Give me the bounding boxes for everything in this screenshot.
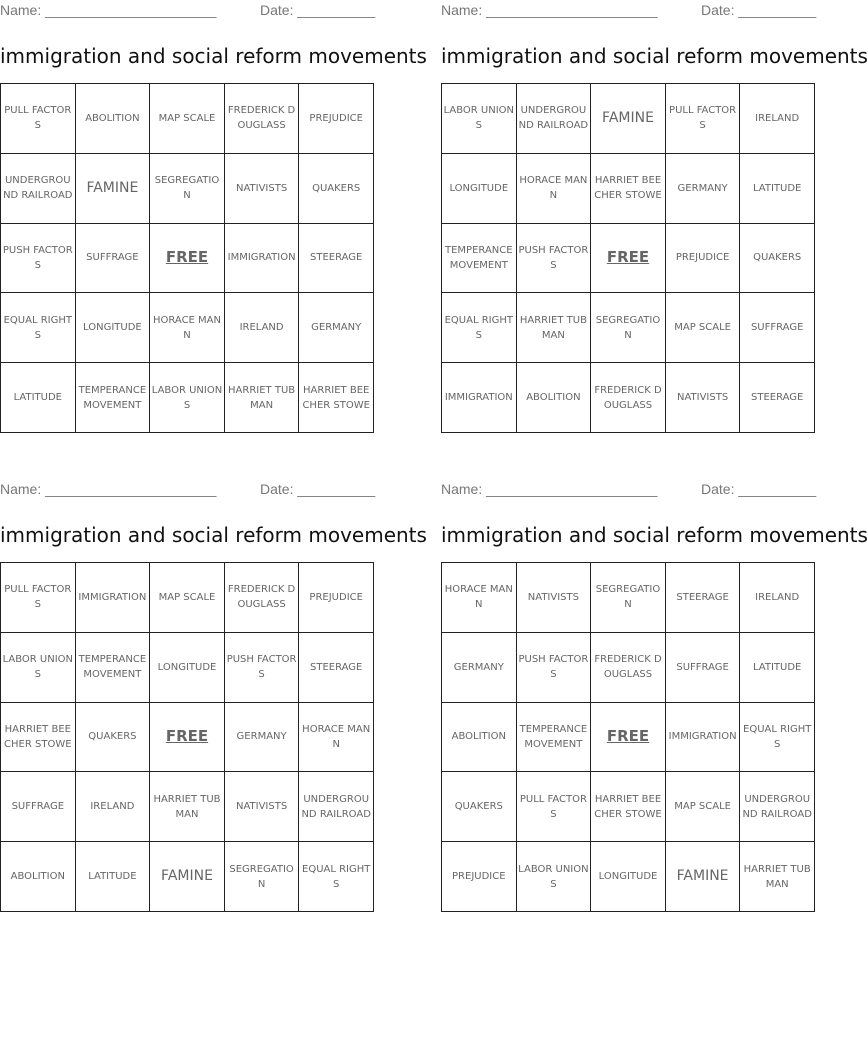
bingo-cell: IRELAND xyxy=(76,772,151,842)
bingo-cell: QUAKERS xyxy=(299,154,374,224)
bingo-cell: LABOR UNIONS xyxy=(150,363,225,433)
bingo-cell: HORACE MANN xyxy=(442,563,517,633)
bingo-cell: GERMANY xyxy=(442,633,517,703)
bingo-cell: LONGITUDE xyxy=(591,842,666,912)
bingo-cell: LATITUDE xyxy=(1,363,76,433)
bingo-cell: SUFFRAGE xyxy=(1,772,76,842)
free-space: FREE xyxy=(150,224,225,294)
bingo-cell: IMMIGRATION xyxy=(76,563,151,633)
card-title: immigration and social reform movements xyxy=(441,44,868,68)
bingo-grid xyxy=(0,83,374,433)
bingo-cell: SUFFRAGE xyxy=(740,293,815,363)
bingo-cell: MAP SCALE xyxy=(150,563,225,633)
date-label: Date: __________ xyxy=(701,2,817,18)
bingo-cell: STEERAGE xyxy=(740,363,815,433)
bingo-cell: IRELAND xyxy=(740,84,815,154)
bingo-cell: LABOR UNIONS xyxy=(1,633,76,703)
bingo-cell: EQUAL RIGHTS xyxy=(442,293,517,363)
bingo-grid xyxy=(441,83,815,433)
bingo-cell: SEGREGATION xyxy=(225,842,300,912)
bingo-cell: SEGREGATION xyxy=(591,293,666,363)
bingo-cell: TEMPERANCE MOVEMENT xyxy=(76,363,151,433)
bingo-cell: SUFFRAGE xyxy=(666,633,741,703)
bingo-cell: NATIVISTS xyxy=(666,363,741,433)
bingo-cell: LONGITUDE xyxy=(150,633,225,703)
bingo-cell: FAMINE xyxy=(666,842,741,912)
bingo-cell: PREJUDICE xyxy=(299,563,374,633)
info-row xyxy=(441,0,816,22)
bingo-cell: TEMPERANCE MOVEMENT xyxy=(442,224,517,294)
date-label: Date: __________ xyxy=(260,481,376,497)
bingo-cell: MAP SCALE xyxy=(666,293,741,363)
bingo-grid xyxy=(0,562,374,912)
bingo-cell: GERMANY xyxy=(666,154,741,224)
bingo-cell: FAMINE xyxy=(76,154,151,224)
card-title: immigration and social reform movements xyxy=(441,523,868,547)
free-space: FREE xyxy=(591,703,666,773)
bingo-cell: HARRIET BEECHER STOWE xyxy=(299,363,374,433)
bingo-cell: SUFFRAGE xyxy=(76,224,151,294)
bingo-cell: IRELAND xyxy=(740,563,815,633)
date-label: Date: __________ xyxy=(701,481,817,497)
bingo-cell: HARRIET BEECHER STOWE xyxy=(1,703,76,773)
bingo-cell: LONGITUDE xyxy=(76,293,151,363)
info-row xyxy=(441,479,816,501)
bingo-cell: UNDERGROUND RAILROAD xyxy=(1,154,76,224)
bingo-card xyxy=(0,0,427,411)
bingo-cell: FREDERICK DOUGLASS xyxy=(225,563,300,633)
bingo-cell: PUSH FACTORS xyxy=(517,224,592,294)
bingo-cell: HORACE MANN xyxy=(517,154,592,224)
bingo-cell: LATITUDE xyxy=(740,154,815,224)
bingo-cell: ABOLITION xyxy=(442,703,517,773)
bingo-cell: TEMPERANCE MOVEMENT xyxy=(76,633,151,703)
bingo-cell: MAP SCALE xyxy=(150,84,225,154)
bingo-cell: STEERAGE xyxy=(299,224,374,294)
bingo-cell: PULL FACTORS xyxy=(1,84,76,154)
bingo-cell: HARRIET TUBMAN xyxy=(740,842,815,912)
info-row xyxy=(0,0,375,22)
bingo-cell: EQUAL RIGHTS xyxy=(1,293,76,363)
info-row xyxy=(0,479,375,501)
bingo-cell: LABOR UNIONS xyxy=(442,84,517,154)
bingo-cell: HORACE MANN xyxy=(299,703,374,773)
bingo-cell: QUAKERS xyxy=(740,224,815,294)
bingo-cell: MAP SCALE xyxy=(666,772,741,842)
bingo-cell: EQUAL RIGHTS xyxy=(299,842,374,912)
bingo-cell: PUSH FACTORS xyxy=(517,633,592,703)
free-space: FREE xyxy=(591,224,666,294)
bingo-cell: NATIVISTS xyxy=(225,154,300,224)
bingo-cell: EQUAL RIGHTS xyxy=(740,703,815,773)
bingo-cell: PREJUDICE xyxy=(666,224,741,294)
bingo-cell: ABOLITION xyxy=(76,84,151,154)
name-label: Name: ______________________ xyxy=(441,2,658,18)
bingo-cell: HARRIET TUBMAN xyxy=(150,772,225,842)
bingo-cell: UNDERGROUND RAILROAD xyxy=(740,772,815,842)
free-space: FREE xyxy=(150,703,225,773)
bingo-cell: PULL FACTORS xyxy=(517,772,592,842)
bingo-cell: HARRIET BEECHER STOWE xyxy=(591,154,666,224)
bingo-cell: GERMANY xyxy=(225,703,300,773)
bingo-cell: UNDERGROUND RAILROAD xyxy=(517,84,592,154)
bingo-cell: PULL FACTORS xyxy=(666,84,741,154)
bingo-cell: SEGREGATION xyxy=(150,154,225,224)
bingo-cell: LATITUDE xyxy=(740,633,815,703)
name-label: Name: ______________________ xyxy=(0,481,217,497)
bingo-cell: IMMIGRATION xyxy=(666,703,741,773)
bingo-cell: QUAKERS xyxy=(76,703,151,773)
bingo-cell: NATIVISTS xyxy=(225,772,300,842)
bingo-cell: TEMPERANCE MOVEMENT xyxy=(517,703,592,773)
card-title: immigration and social reform movements xyxy=(0,44,427,68)
bingo-cell: STEERAGE xyxy=(666,563,741,633)
bingo-cell: LABOR UNIONS xyxy=(517,842,592,912)
date-label: Date: __________ xyxy=(260,2,376,18)
bingo-cell: IMMIGRATION xyxy=(442,363,517,433)
bingo-cell: SEGREGATION xyxy=(591,563,666,633)
bingo-cell: QUAKERS xyxy=(442,772,517,842)
bingo-cell: PREJUDICE xyxy=(299,84,374,154)
bingo-cell: UNDERGROUND RAILROAD xyxy=(299,772,374,842)
bingo-cell: HARRIET TUBMAN xyxy=(225,363,300,433)
bingo-cell: FAMINE xyxy=(591,84,666,154)
bingo-cell: LATITUDE xyxy=(76,842,151,912)
bingo-cell: HORACE MANN xyxy=(150,293,225,363)
name-label: Name: ______________________ xyxy=(441,481,658,497)
bingo-cell: IMMIGRATION xyxy=(225,224,300,294)
bingo-cell: STEERAGE xyxy=(299,633,374,703)
card-title: immigration and social reform movements xyxy=(0,523,427,547)
bingo-cell: PULL FACTORS xyxy=(1,563,76,633)
bingo-cell: HARRIET BEECHER STOWE xyxy=(591,772,666,842)
bingo-card xyxy=(0,479,427,890)
bingo-cell: FAMINE xyxy=(150,842,225,912)
bingo-cell: FREDERICK DOUGLASS xyxy=(591,363,666,433)
bingo-cell: ABOLITION xyxy=(1,842,76,912)
bingo-cell: FREDERICK DOUGLASS xyxy=(591,633,666,703)
bingo-cell: HARRIET TUBMAN xyxy=(517,293,592,363)
bingo-cell: LONGITUDE xyxy=(442,154,517,224)
name-label: Name: ______________________ xyxy=(0,2,217,18)
bingo-cell: IRELAND xyxy=(225,293,300,363)
bingo-card xyxy=(441,0,868,411)
bingo-cell: PUSH FACTORS xyxy=(1,224,76,294)
bingo-cell: ABOLITION xyxy=(517,363,592,433)
bingo-card xyxy=(441,479,868,890)
bingo-cell: FREDERICK DOUGLASS xyxy=(225,84,300,154)
bingo-cell: GERMANY xyxy=(299,293,374,363)
bingo-grid xyxy=(441,562,815,912)
bingo-cell: PUSH FACTORS xyxy=(225,633,300,703)
bingo-cell: PREJUDICE xyxy=(442,842,517,912)
bingo-cell: NATIVISTS xyxy=(517,563,592,633)
